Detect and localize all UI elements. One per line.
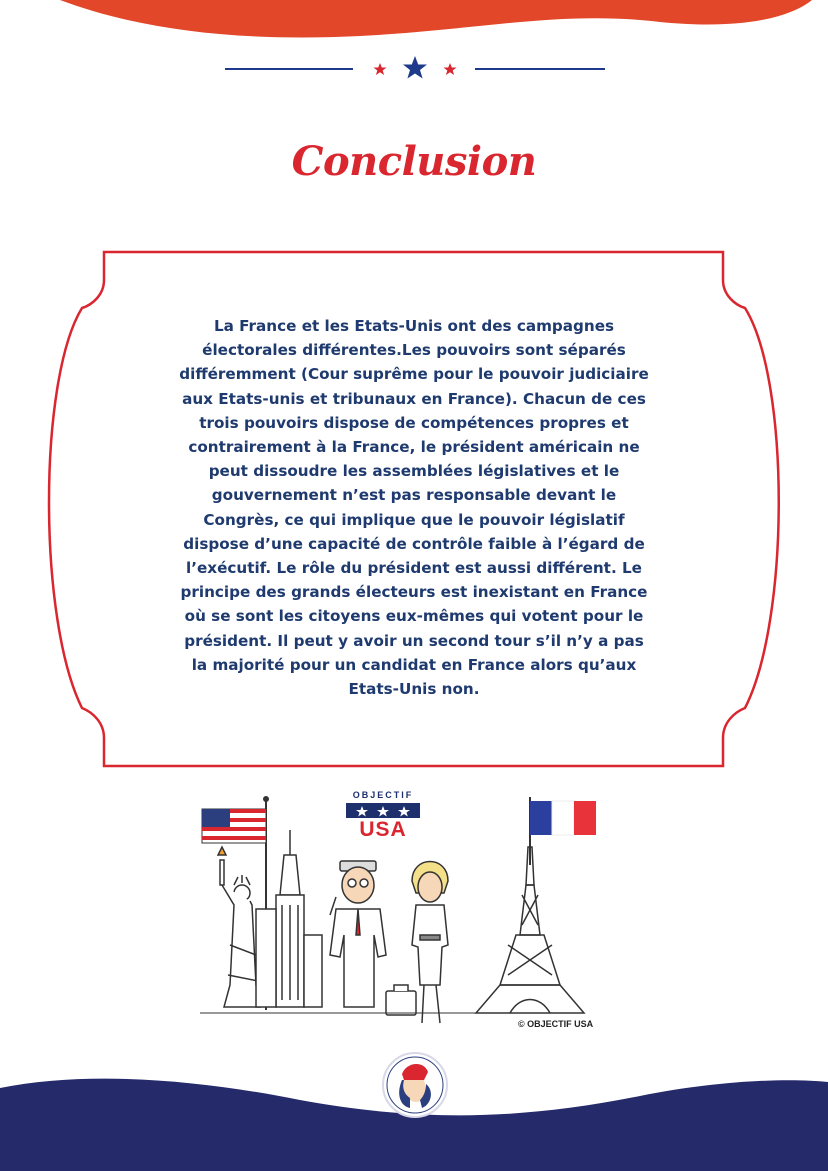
page-title: Conclusion	[291, 138, 537, 185]
man-character	[330, 861, 386, 1007]
logo-label-usa: USA	[359, 818, 407, 841]
star-icon	[403, 56, 427, 79]
top-wave-decoration	[0, 0, 828, 60]
conclusion-text: La France et les Etats-Unis ont des campagnes électorales différentes.Les pouvoirs sont séparés différemment (Cour suprême pour le pouvoir judiciaire aux Etats-unis et tribunaux en France). Chacun de ces trois pouvoirs dispose de compétences propres et contrairement à la France, le président américain ne peut dissoudre les assemblées législatives et le gouvernement n’est pas responsable devant le Congrès, ce qui implique que le pouvoir législatif dispose d’une capacité de contrôle faible à l’égard de l’exécutif. Le rôle du président est aussi différent. Le principe des grands électeurs est inexistant en France où se sont les citoyens eux-mêmes qui votent pour le président. Il peut y avoir un second tour s’il n’y a pas la majorité pour un candidat en France alors qu’aux Etats-Unis non.	[179, 317, 649, 699]
french-flag-icon	[530, 797, 596, 865]
woman-character	[412, 862, 448, 1024]
copyright-text: © OBJECTIF USA	[518, 1019, 594, 1029]
marianne-emblem-icon	[380, 1050, 450, 1120]
eiffel-tower-icon	[476, 847, 584, 1013]
header-divider	[220, 54, 610, 84]
objectif-usa-logo	[346, 803, 420, 818]
logo-label-objectif: OBJECTIF	[352, 790, 414, 800]
briefcase-icon	[386, 985, 416, 1015]
star-icon	[444, 63, 457, 75]
statue-of-liberty-icon	[218, 847, 260, 1007]
star-icon	[374, 63, 387, 75]
